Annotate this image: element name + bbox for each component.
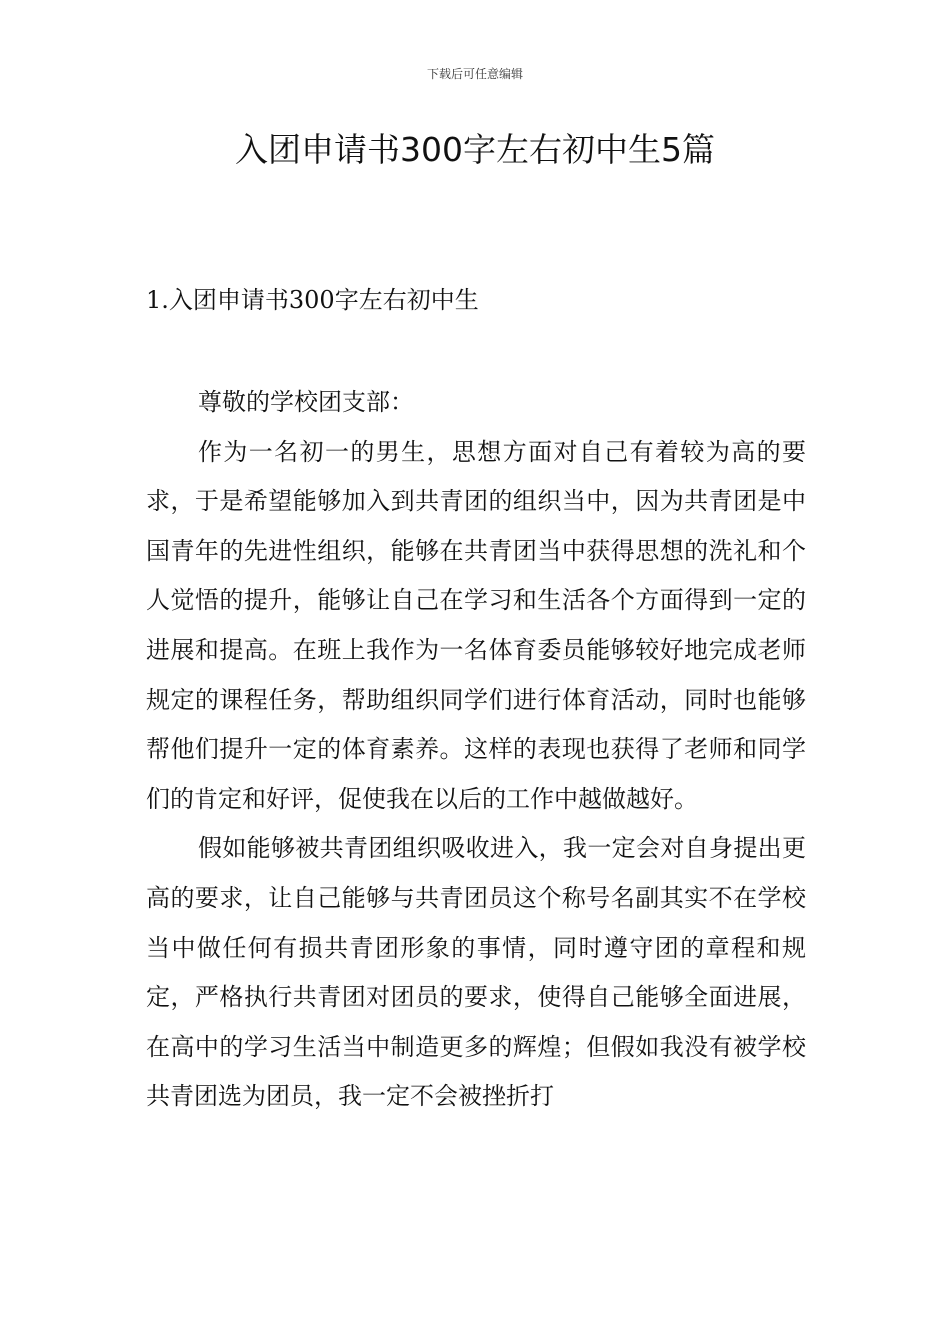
section-heading: 1.入团申请书300字左右初中生 xyxy=(146,286,479,314)
document-title: 入团申请书300字左右初中生5篇 xyxy=(235,130,715,169)
salutation: 尊敬的学校团支部： xyxy=(198,388,414,416)
paragraph-1: 作为一名初一的男生，思想方面对自己有着较为高的要求，于是希望能够加入到共青团的组织当中，因为共青团是中国青年的先进性组织，能够在共青团当中获得思想的洗礼和个人觉悟的提升，能够让自己在学习和生活各个方面得到一定的进展和提高。在班上我作为一名体育委员能够较好地完成老师规定的课程任务，帮助组织同学们进行体育活动，同时也能够帮他们提升一定的体育素养。这样的表现也获得了老师和同学们的肯定和好评，促使我在以后的工作中越做越好。 xyxy=(146,437,806,813)
download-note: 下载后可任意编辑 xyxy=(426,67,523,81)
paragraph-2: 假如能够被共青团组织吸收进入，我一定会对自身提出更高的要求，让自己能够与共青团员这个称号名副其实不在学校当中做任何有损共青团形象的事情，同时遵守团的章程和规定，严格执行共青团对团员的要求，使得自己能够全面进展，在高中的学习生活当中制造更多的辉煌；但假如我没有被学校共青团选为团员，我一定不会被挫折打 xyxy=(146,834,806,1111)
letter-body xyxy=(146,378,806,1122)
